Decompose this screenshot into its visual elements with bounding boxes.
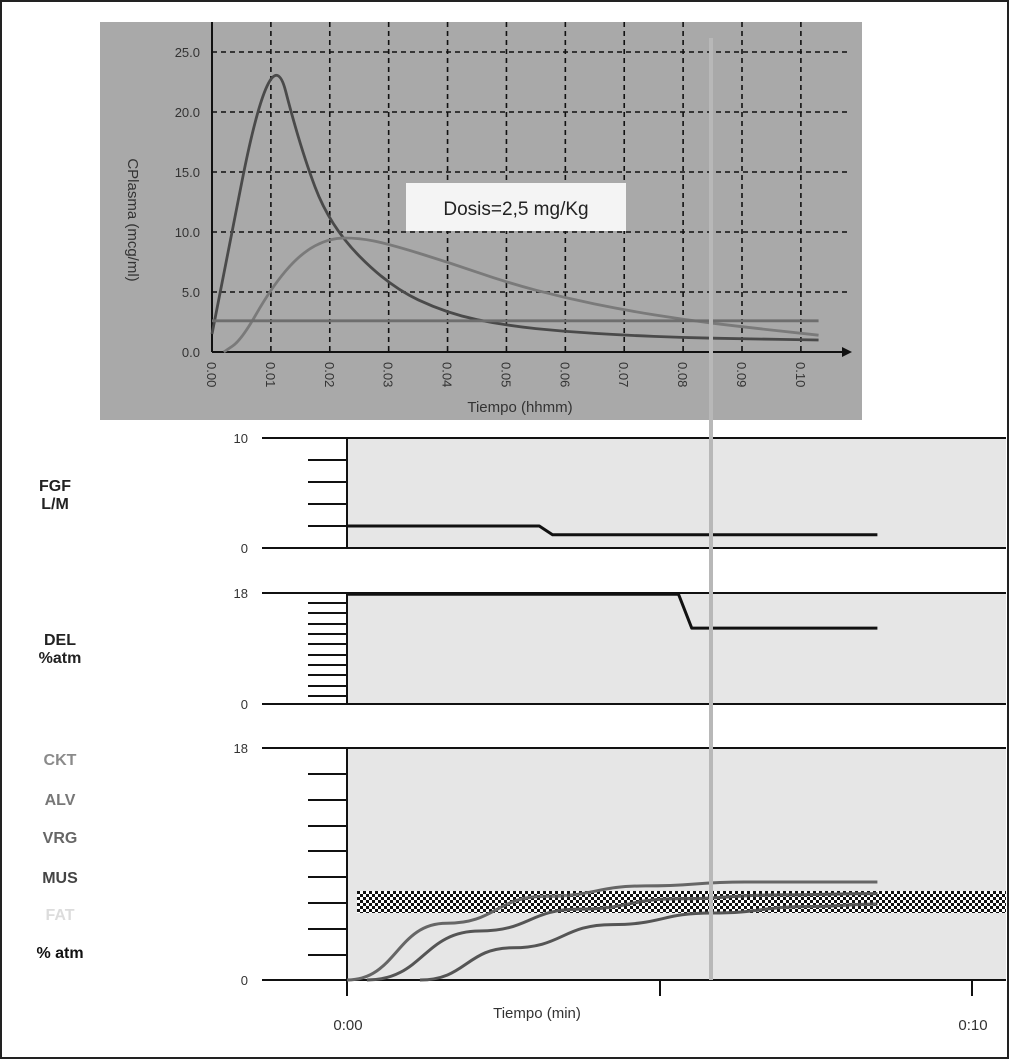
plasma-x-tick-label: 0.03: [380, 362, 396, 388]
del-label-line2: %atm: [38, 650, 82, 667]
plasma-x-tick-label: 0.01: [262, 362, 278, 388]
compartment-chart-background: [347, 748, 1006, 980]
plasma-y-tick-label: 0.0: [181, 345, 200, 360]
plasma-y-tick-label: 25.0: [174, 45, 200, 60]
plasma-y-tick-label: 10.0: [174, 225, 200, 240]
ckt-label: CKT: [43, 752, 77, 769]
plasma-x-tick-label: 0.06: [557, 362, 573, 388]
fgf-min-tick: 0: [240, 541, 248, 556]
plasma-y-tick-label: 5.0: [181, 285, 200, 300]
plasma-x-tick-label: 0.00: [204, 362, 219, 388]
plasma-x-tick-label: 0.10: [792, 362, 808, 388]
plasma-x-tick-label: 0.04: [439, 362, 455, 388]
fgf-label-line1: FGF: [39, 478, 71, 495]
plasma-x-label: Tiempo (hhmm): [467, 399, 573, 416]
vrg-label: VRG: [42, 830, 78, 847]
dose-annotation: Dosis=2,5 mg/Kg: [443, 199, 589, 220]
plasma-x-tick-label: 0.09: [734, 362, 749, 388]
plasma-x-tick-label: 0.05: [498, 362, 514, 388]
plasma-x-tick-label: 0.02: [321, 362, 337, 388]
fat-label: FAT: [45, 907, 75, 924]
fgf-label-line2: L/M: [41, 496, 69, 513]
del-chart-background: [347, 593, 1006, 704]
plasma-y-label: CPlasma (mcg/ml): [124, 158, 141, 282]
percent-atm-label: % atm: [36, 945, 84, 962]
compartment-min-tick: 0: [240, 973, 248, 988]
del-min-tick: 0: [240, 697, 248, 712]
del-max-tick: 18: [233, 586, 248, 601]
plasma-y-tick-label: 15.0: [174, 165, 200, 180]
alv-label: ALV: [44, 792, 76, 809]
plasma-chart: [100, 22, 862, 420]
plasma-x-tick-label: 0.08: [675, 362, 691, 388]
del-label-line1: DEL: [44, 632, 76, 649]
plasma-x-tick-label: 0.07: [616, 362, 632, 388]
x-tick-label-start: 0:00: [333, 1017, 363, 1034]
fgf-chart-background: [347, 438, 1006, 548]
plasma-y-tick-label: 20.0: [174, 105, 200, 120]
fat-band: [357, 891, 1006, 913]
fgf-max-tick: 10: [233, 431, 248, 446]
mus-label: MUS: [42, 870, 78, 887]
compartment-max-tick: 18: [233, 741, 248, 756]
x-tick-label-end: 0:10: [958, 1017, 988, 1034]
compartment-x-label: Tiempo (min): [493, 1005, 581, 1022]
